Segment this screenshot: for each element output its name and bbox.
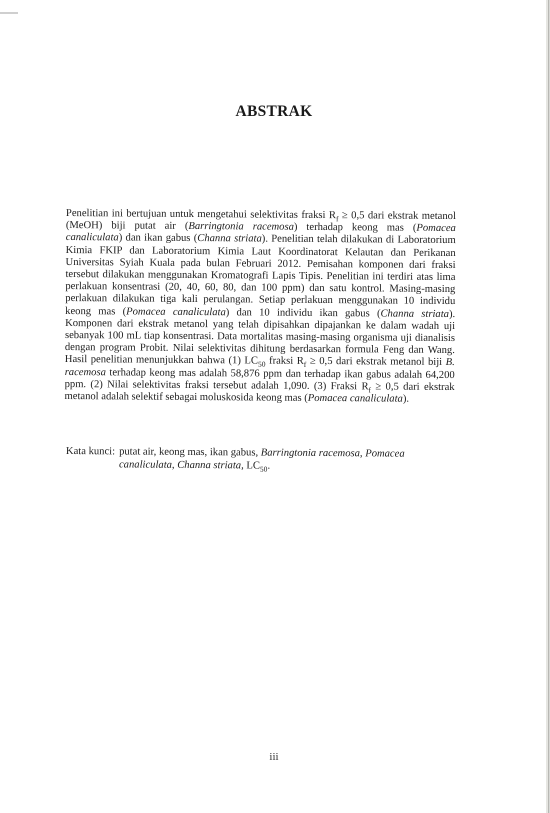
page-title: ABSTRAK <box>235 103 313 120</box>
text-run: fraksi R <box>265 356 304 368</box>
text-run: terhadap keong mas adalah 58,876 ppm dan terhadap ikan gabus adalah 64,200 ppm. (2) Nilai selektivitas fraksi tersebut adalah 1,090. (3) Fraksi R <box>64 366 455 393</box>
subscript-text: f <box>303 360 307 370</box>
keywords-list <box>119 446 461 474</box>
italic-term: Pomacea canaliculata <box>65 222 456 244</box>
text-run: LC <box>243 459 261 472</box>
text-run: Penelitian ini bertujuan untuk mengetahui selektivitas fraksi R <box>65 208 337 222</box>
italic-term: B. racemosa <box>64 357 455 378</box>
text-run: ) terhadap keong mas ( <box>293 221 417 234</box>
subscript-text: f <box>335 214 339 224</box>
scan-artifact <box>0 12 18 14</box>
text-run: ≥ 0,5 dari ekstrak metanol adalah selektif sebagai moluskosida keong mas ( <box>64 381 455 404</box>
text-run: . <box>267 460 271 472</box>
page-number: iii <box>269 751 279 763</box>
text-run: ) dan 10 individu ikan gabus ( <box>225 306 381 320</box>
text-run: ). <box>402 393 410 405</box>
text-run: ≥ 0,5 dari ekstrak metanol biji <box>306 356 446 369</box>
italic-term: Pomacea canaliculata <box>126 306 226 318</box>
text-run: ). Penelitian telah dilakukan di Laboratorium Kimia FKIP dan Laboratorium Kimia Laut Koordinatorat Kelautan dan Perikanan Universitas Syiah Kuala pada bulan Februari 2012. Pemisahan komponen dari fraksi tersebut dilakukan menggunakan Kromatografi Lapis Tipis. Penelitian ini terdiri atas lima perlakuan konsentrasi (20, 40, 60, 80, dan 100 ppm) dan satu kontrol. Masing-masing perlakuan dilakukan tiga kali perulangan. Setiap perlakuan menggunakan 10 individu keong mas ( <box>65 233 456 318</box>
text-run: ). Komponen dari ekstrak metanol yang telah dipisahkan dipajankan ke dalam wadah uji sebanyak 100 mL tiap konsentrasi. Data mortalitas masing-masing organisma uji dianalisis dengan program Probit. Nilai selektivitas dihitung berdasarkan formula Feng dan Wang. Hasil penelitian menunjukkan bahwa (1) LC <box>64 308 456 367</box>
italic-term: Channa striata <box>197 233 262 245</box>
italic-term: Channa striata <box>380 308 450 320</box>
keywords-block <box>66 446 461 474</box>
italic-term: Barringtonia racemosa, Pomacea canaliculata, Channa striata, <box>118 447 405 471</box>
subscript-text: 50 <box>257 360 266 370</box>
page-edge <box>546 0 548 813</box>
text-run: putat air, keong mas, ikan gabus, <box>119 446 261 459</box>
subscript-text: f <box>368 385 372 395</box>
abstract-paragraph <box>64 208 456 406</box>
keywords-label: Kata kunci: <box>65 446 116 458</box>
text-run: ) dan ikan gabus ( <box>118 232 198 245</box>
italic-term: Barringtonia racemosa <box>188 221 294 233</box>
italic-term: Pomacea canaliculata <box>307 392 403 405</box>
text-run: ≥ 0,5 dari ekstrak metanol (MeOH) biji putat air ( <box>65 210 456 233</box>
subscript-text: 50 <box>259 464 268 474</box>
